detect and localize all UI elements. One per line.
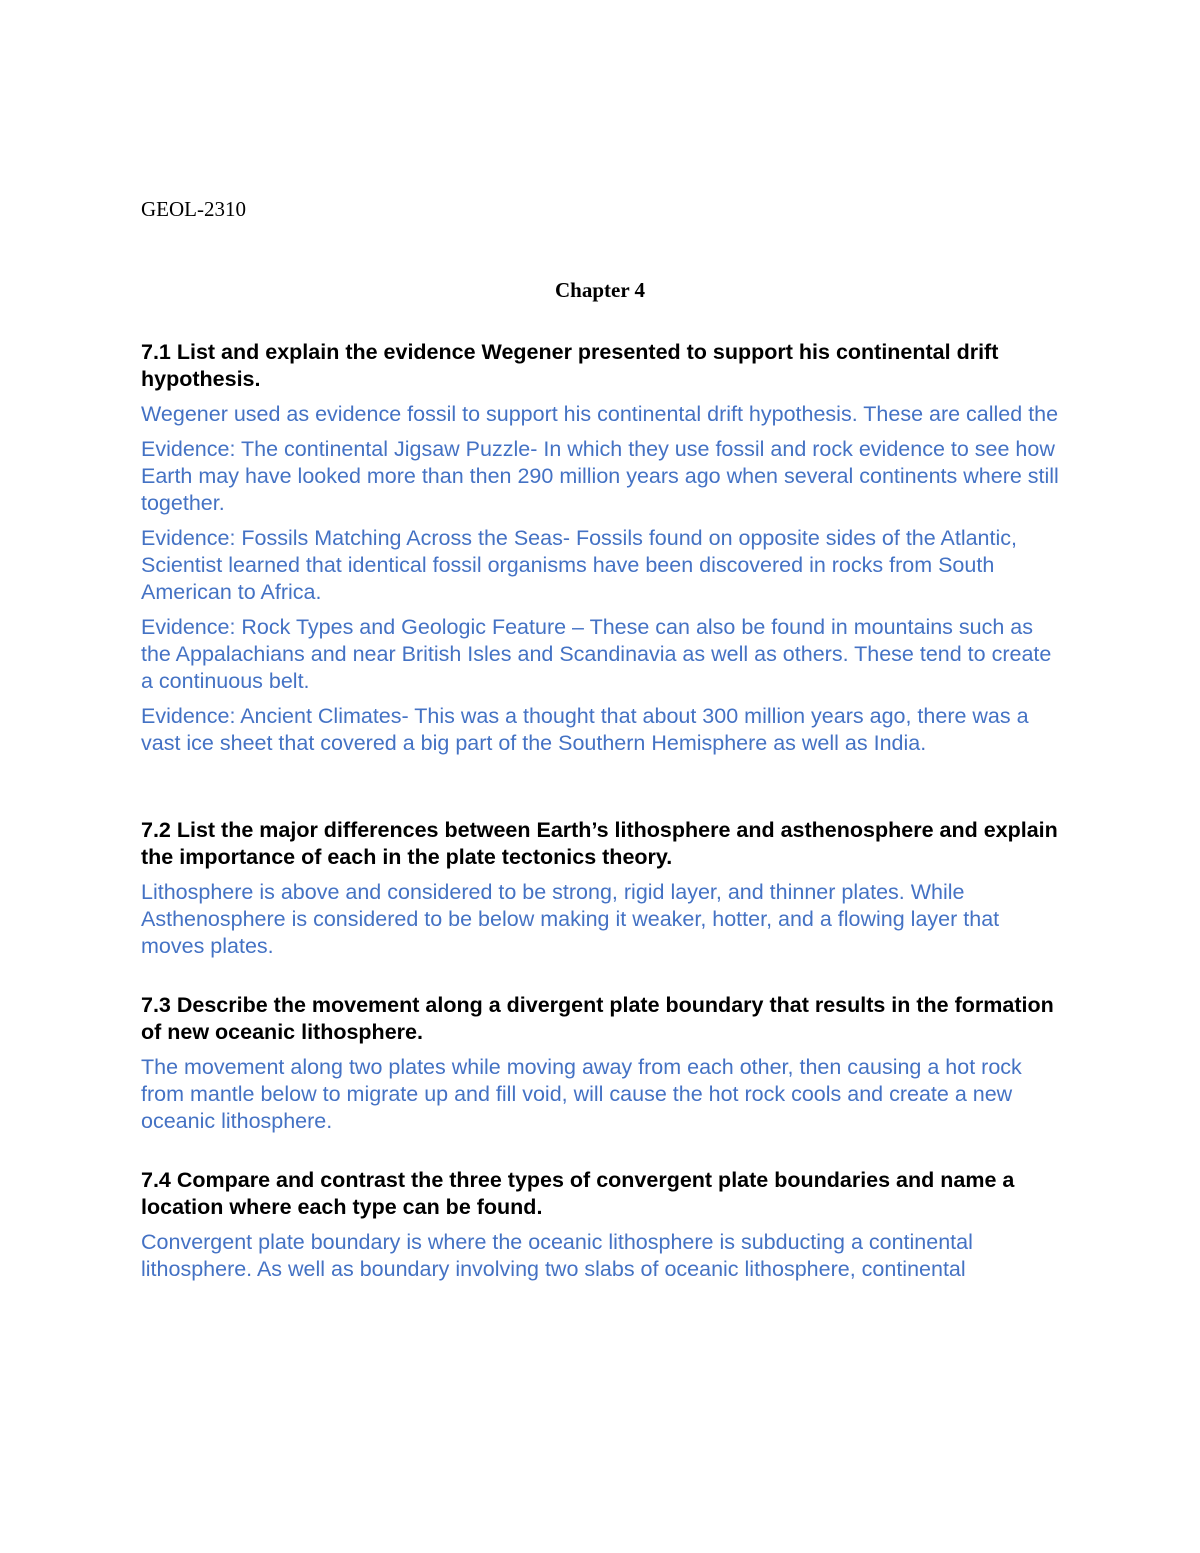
spacer bbox=[141, 968, 1066, 992]
answer-7-3: The movement along two plates while moving away from each other, then causing a hot rock from mantle below to migrate up and fill void, will cause the hot rock cools and create a new oceanic lithosphere. bbox=[141, 1055, 1022, 1133]
answer-7-1-intro: Wegener used as evidence fossil to support his continental drift hypothesis. These are called the bbox=[141, 402, 1059, 426]
question-7-2: 7.2 List the major differences between Earth’s lithosphere and asthenosphere and explain the importance of each in the plate tectonics theory. bbox=[141, 818, 1058, 869]
answer-7-1-evidence-fossils: Evidence: Fossils Matching Across the Seas- Fossils found on opposite sides of the Atlantic, Scientist learned that identical fossil organisms have been discovered in rocks from South American to Africa. bbox=[141, 526, 1017, 604]
course-code: GEOL-2310 bbox=[141, 197, 246, 221]
answer-7-1-evidence-rocks: Evidence: Rock Types and Geologic Feature – These can also be found in mountains such as the Appalachians and near British Isles and Scandinavia as well as others. These tend to create a continuous belt. bbox=[141, 615, 1052, 693]
chapter-title: Chapter 4 bbox=[554, 278, 646, 302]
answer-7-1-evidence-climates: Evidence: Ancient Climates- This was a thought that about 300 million years ago, there was a vast ice sheet that covered a big part of the Southern Hemisphere as well as India. bbox=[141, 704, 1029, 755]
answer-7-1-evidence-jigsaw: Evidence: The continental Jigsaw Puzzle- In which they use fossil and rock evidence to see how Earth may have looked more than then 290 million years ago when several continents where still together. bbox=[141, 437, 1059, 515]
question-7-3: 7.3 Describe the movement along a divergent plate boundary that results in the formation of new oceanic lithosphere. bbox=[141, 993, 1054, 1044]
document-body bbox=[141, 339, 1066, 1291]
spacer bbox=[141, 1143, 1066, 1167]
question-7-1: 7.1 List and explain the evidence Wegener presented to support his continental drift hypothesis. bbox=[141, 340, 999, 391]
answer-7-4: Convergent plate boundary is where the oceanic lithosphere is subducting a continental lithosphere. As well as boundary involving two slabs of oceanic lithosphere, continental bbox=[141, 1230, 973, 1281]
question-7-4: 7.4 Compare and contrast the three types of convergent plate boundaries and name a location where each type can be found. bbox=[141, 1168, 1015, 1219]
answer-7-2: Lithosphere is above and considered to be strong, rigid layer, and thinner plates. While Asthenosphere is considered to be below making it weaker, hotter, and a flowing layer that moves plates. bbox=[141, 880, 1000, 958]
spacer bbox=[141, 765, 1066, 817]
